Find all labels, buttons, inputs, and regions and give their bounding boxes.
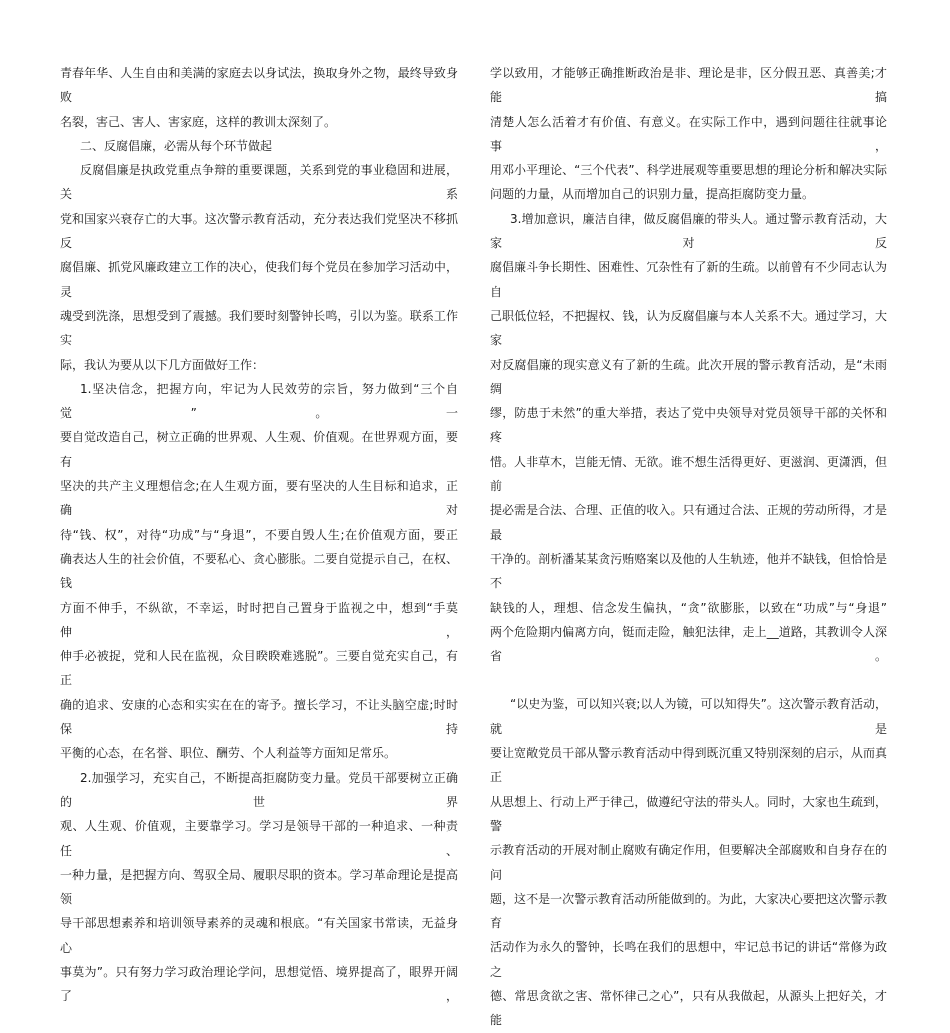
text-line: 方面不伸手，不纵欲，不幸运，时时把自己置身于监视之中，想到“手莫伸， [60,600,458,639]
text-line: 腐倡廉、抓党风廉政建立工作的决心，使我们每个党员在参加学习活动中，灵 [60,260,458,299]
text-line: 事莫为”。只有努力学习政治理论学问，思想觉悟、境界提高了，眼界开阔了， [60,964,458,1004]
right-column [490,61,887,1033]
text-line: 魂受到洗涤，思想受到了震撼。我们要时刻警钟长鸣，引以为鉴。联系工作实 [60,308,458,348]
text-line: 一种力量，是把握方向、驾驭全局、履职尽职的资本。学习革命理论是提高领 [60,867,458,907]
text-line: 伸手必被捉，党和人民在监视，众目睽睽难逃脱”。三要自觉充实自己，有正 [60,649,458,688]
text-line: 确的追求、安康的心态和实实在在的寄予。擅长学习，不让头脑空虚;时时保持 [60,697,458,737]
paragraph-gap [490,668,887,692]
text-line: 要自觉改造自己，树立正确的世界观、人生观、价值观。在世界观方面，要有 [60,430,458,469]
text-line: 坚决的共产主义理想信念;在人生观方面，要有坚决的人生目标和追求，正确对 [60,479,458,518]
text-line: 德、常思贪欲之害、常怀律己之心”，只有从我做起，从源头上把好关，才能 [490,988,887,1028]
text-line: 2.加强学习，充实自己，不断提高拒腐防变力量。党员干部要树立正确的世界 [60,770,458,809]
text-line: 反腐倡廉是执政党重点争辩的重要课题，关系到党的事业稳固和进展，关系 [60,163,458,202]
text-line: 青春年华、人生自由和美满的家庭去以身试法，换取身外之物，最终导致身败 [60,66,458,105]
text-line: 1.坚决信念，把握方向，牢记为人民效劳的宗旨，努力做到“三个自觉”。一 [60,381,458,421]
text-line: 己职低位轻，不把握权、钱，认为反腐倡廉与本人关系不大。通过学习，大家 [490,308,887,348]
section-heading: 二、反腐倡廉，必需从每个环节做起 [80,138,273,153]
text-line: 干净的。剖析潘某某贪污贿赂案以及他的人生轨迹，他并不缺钱，但恰恰是不 [490,551,887,591]
text-line: 问题的力量，从而增加自己的识别力量，提高拒腐防变力量。 [490,187,815,202]
text-line: 清楚人怎么活着才有价值、有意义。在实际工作中，遇到问题往往就事论事， [490,114,887,153]
text-line: 腐倡廉斗争长期性、困难性、冗杂性有了新的生疏。以前曾有不少同志认为自 [490,260,887,299]
text-line: 用邓小平理论、“三个代表”、科学进展观等重要思想的理论分析和解决实际 [490,163,887,178]
text-line: 缪，防患于未然”的重大举措，表达了党中央领导对党员领导干部的关怀和疼 [490,406,887,445]
text-line: 学以致用，才能够正确推断政治是非、理论是非，区分假丑恶、真善美;才能搞 [490,66,887,105]
text-line: 活动作为永久的警钟，长鸣在我们的思想中，牢记总书记的讲话“常修为政之 [490,940,887,979]
text-line: 党和国家兴衰存亡的大事。这次警示教育活动，充分表达我们党坚决不移抓反 [60,211,458,251]
text-line: 对反腐倡廉的现实意义有了新的生疏。此次开展的警示教育活动，是“未雨绸 [490,357,887,396]
text-line: 惜。人非草木，岂能无情、无欲。谁不想生活得更好、更滋润、更潇洒，但前 [490,454,887,494]
text-line: 题，这不是一次警示教育活动所能做到的。为此，大家决心要把这次警示教育 [490,891,887,931]
text-line: 际，我认为要从以下几方面做好工作： [60,357,265,372]
text-line: 待“钱、权”，对待“功成”与“身退”，不要自毁人生;在价值观方面，要正 [60,527,458,542]
text-line: 从思想上、行动上严于律己，做遵纪守法的带头人。同时，大家也生疏到，警 [490,794,887,833]
left-column [60,61,458,1009]
text-line: 提必需是合法、合理、正值的收入。只有通过合法、正规的劳动所得，才是最 [490,503,887,542]
text-line: 观、人生观、价值观，主要靠学习。学习是领导干部的一种追求、一种责任、 [60,819,458,858]
text-line: 确表达人生的社会价值，不要私心、贪心膨胀。二要自觉提示自己，在权、钱 [60,551,458,591]
text-line: 3.增加意识，廉洁自律，做反腐倡廉的带头人。通过警示教育活动，大家对反 [490,211,887,251]
text-line: 缺钱的人，理想、信念发生偏执，“贪”欲膨胀，以致在“功成”与“身退” [490,600,887,615]
text-line: 两个危险期内偏离方向，铤而走险，触犯法律，走上__道路，其教训令人深省。 [490,624,887,664]
text-line: 要让宽敞党员干部从警示教育活动中得到既沉重又特别深刻的启示，从而真正 [490,746,887,785]
text-line: 导干部思想素养和培训领导素养的灵魂和根底。“有关国家书常读，无益身心 [60,916,458,955]
text-line: 示教育活动的开展对制止腐败有确定作用，但要解决全部腐败和自身存在的问 [490,843,887,882]
text-line: “以史为鉴，可以知兴衰;以人为镜，可以知得失”。这次警示教育活动，就是 [490,697,887,736]
text-line: 平衡的心态，在名誉、职位、酬劳、个人利益等方面知足常乐。 [60,746,397,761]
text-line: 名裂，害己、害人、害家庭，这样的教训太深刻了。 [60,114,337,129]
